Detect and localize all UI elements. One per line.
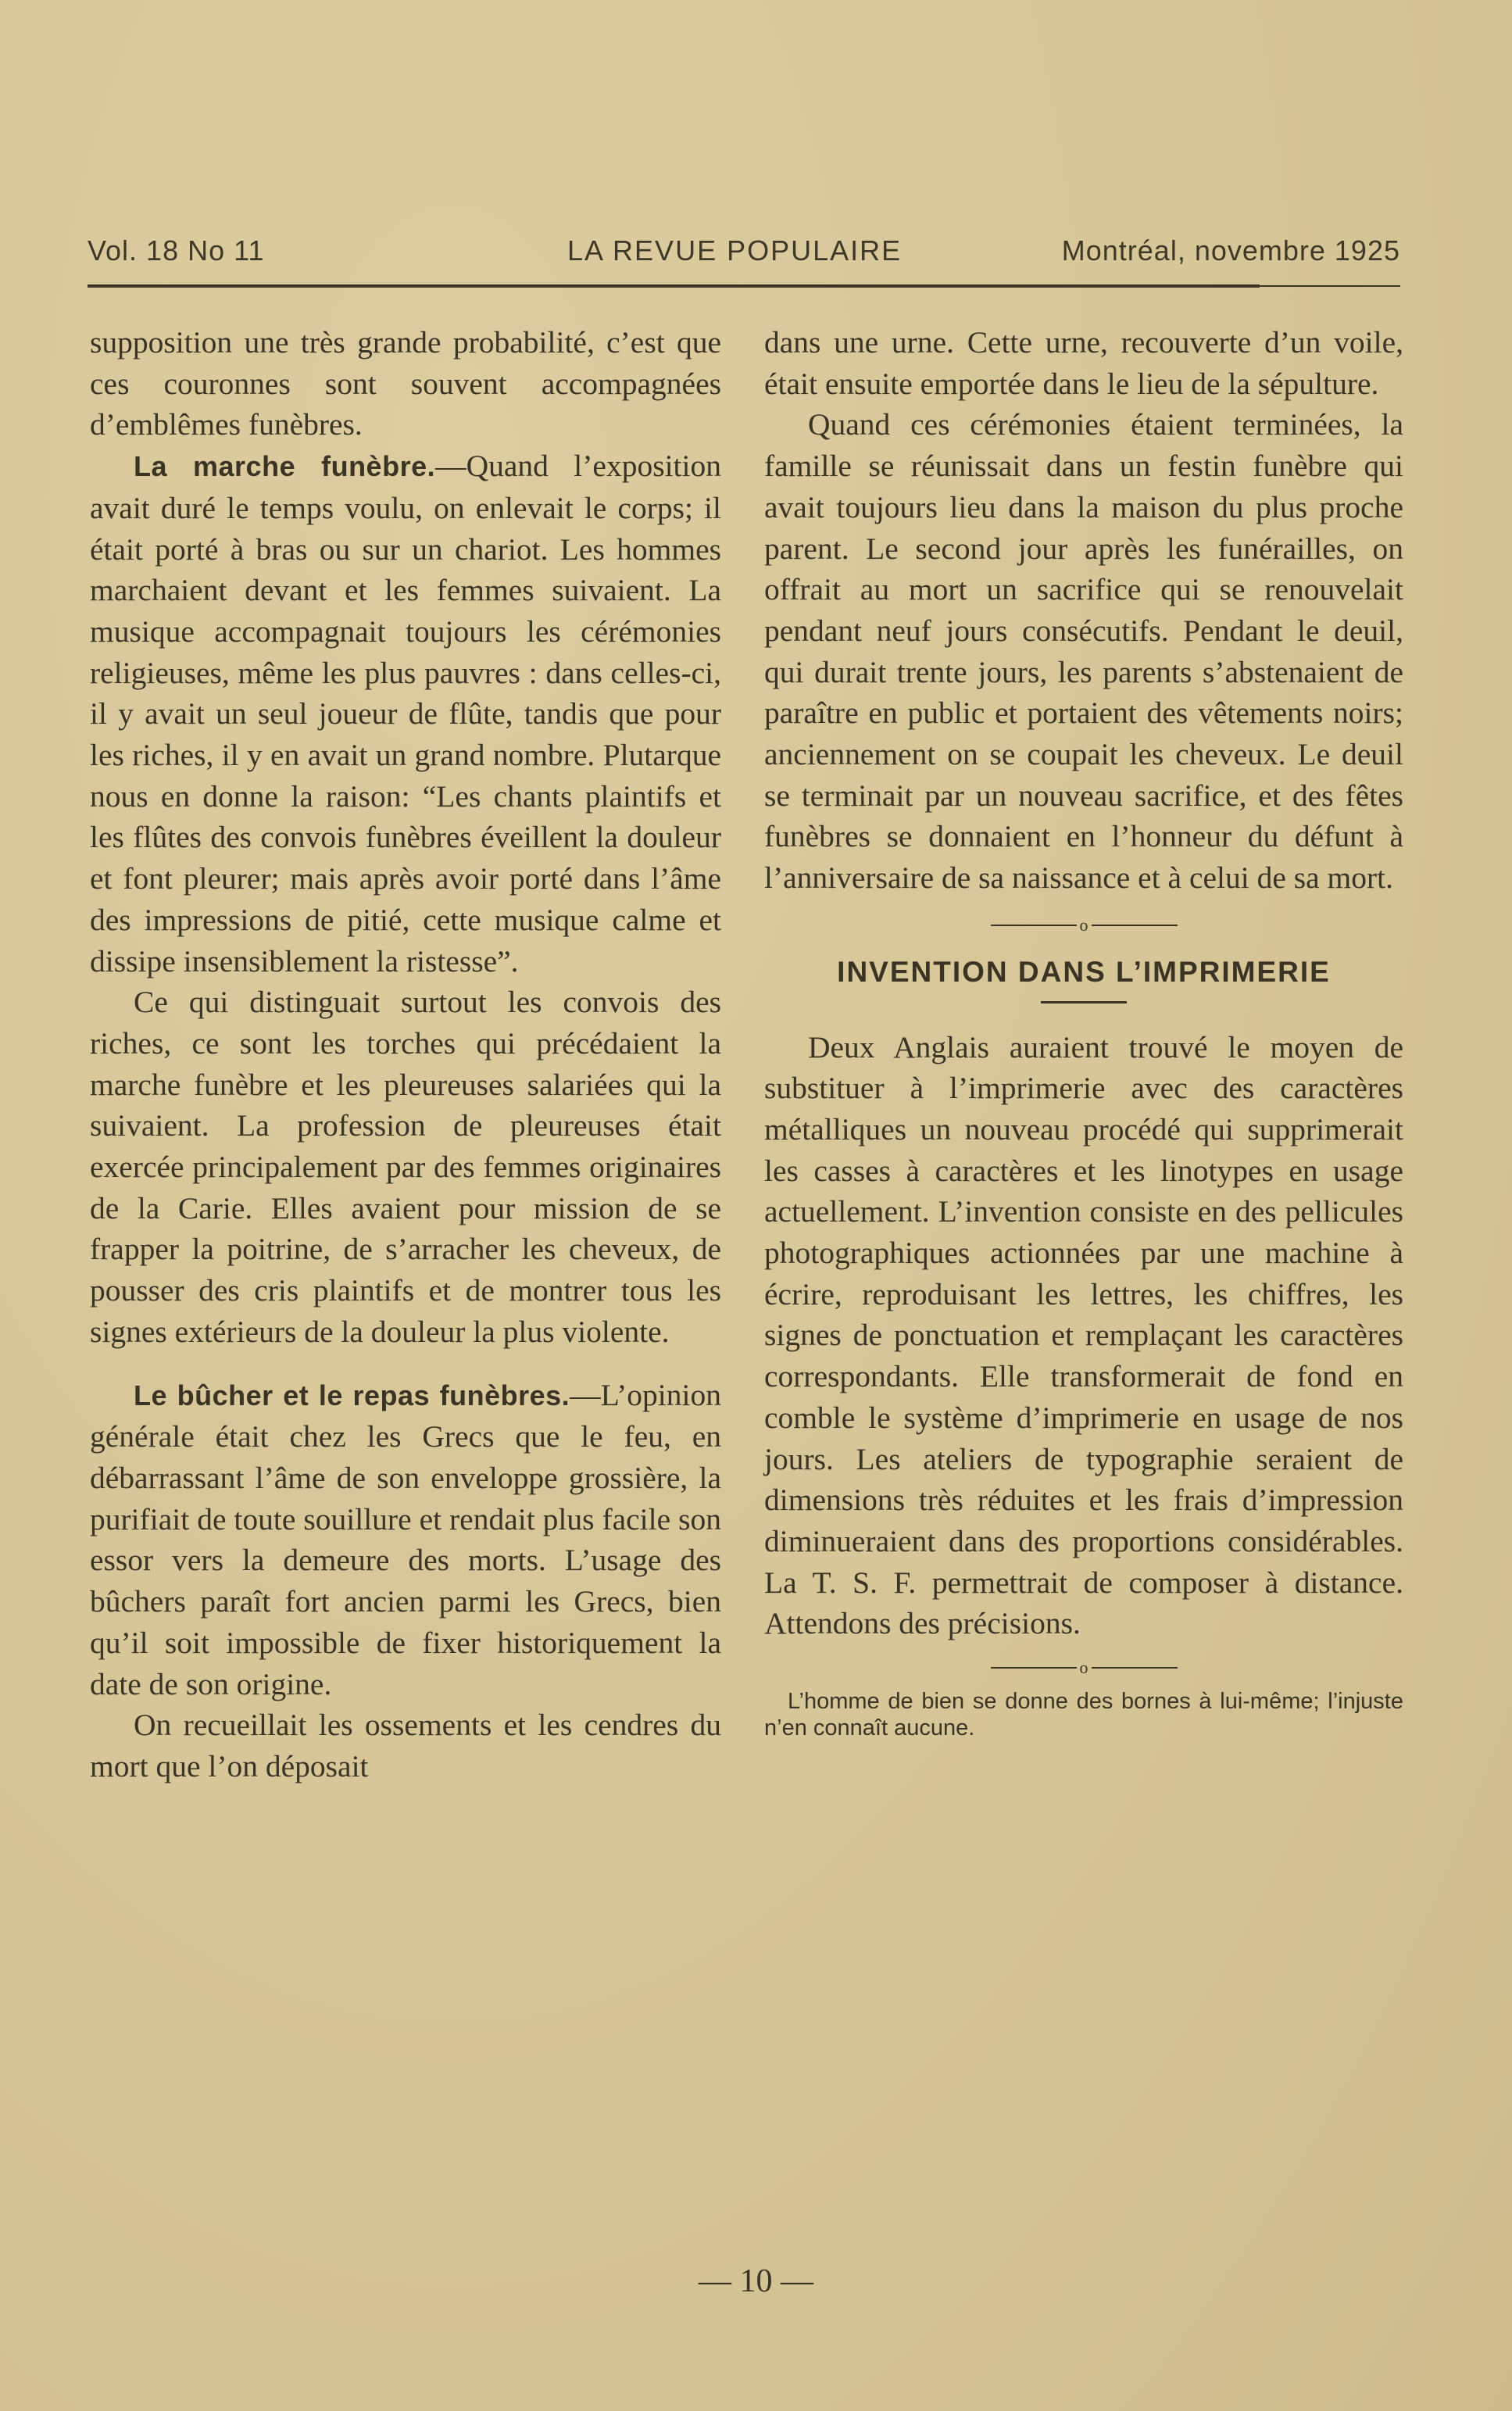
page-number: — 10 —: [699, 2263, 813, 2299]
title-rule: [1041, 1001, 1127, 1003]
publication-title: LA REVUE POPULAIRE: [567, 234, 903, 266]
section-separator: [764, 905, 1403, 946]
header-rule: [88, 284, 1260, 288]
paragraph: supposition une très grande probabilité, c’est que ces couronnes sont souvent accompagnées d’emblêmes funèbres.: [90, 325, 721, 442]
volume-number: Vol. 18 No 11: [88, 234, 265, 266]
separator-line: [1092, 1667, 1178, 1669]
subheading: Le bûcher et le repas funèbres.: [134, 1379, 570, 1411]
paragraph: [90, 445, 721, 982]
separator-mark: o: [1079, 1658, 1088, 1678]
left-column: [90, 322, 721, 1787]
running-header: [88, 234, 1400, 272]
section-separator: [764, 1652, 1403, 1683]
separator-line: [991, 925, 1077, 926]
paragraph: [90, 1375, 721, 1705]
paragraph-text: —Quand l’exposition avait duré le temps voulu, on enlevait le corps; il était porté à bras ou sur un chariot. Les hommes marchaient devant et les femmes suivaient. La musique accompagnait toujours les cérémonies religieuses, même les plus pauvres : dans celles-ci, il y avait un seul joueur de flûte, tandis que pour les riches, il y en avait un grand nombre. Plutarque nous en donne la raison: “Les chants plaintifs et les flûtes des convois funèbres éveillent la douleur et font pleurer; mais après avoir porté dans l’âme des impressions de pitié, cette musique calme et dissipe insensiblement la ristesse”.: [90, 449, 721, 978]
separator-mark: o: [1079, 914, 1088, 935]
paragraph: On recueillait les ossements et les cendres du mort que l’on déposait: [90, 1708, 721, 1783]
paragraph: dans une urne. Cette urne, recouverte d’un voile, était ensuite emportée dans le lieu de la sépulture.: [764, 325, 1403, 401]
separator-line: [991, 1667, 1077, 1669]
quote-text: L’homme de bien se donne des bornes à lui-même; l’injuste n’en connaît aucune.: [764, 1689, 1403, 1741]
section-title: INVENTION DANS L’IMPRIMERIE: [837, 955, 1331, 988]
subheading: La marche funèbre.: [134, 450, 436, 483]
header-rule-thin: [1260, 285, 1400, 287]
paragraph: Deux Anglais auraient trouvé le moyen de substituer à l’imprimerie avec des caractères métalliques un nouveau procédé qui supprimerait les casses à caractères et les linotypes en usage actuellement. L’invention consiste en des pellicules photographiques actionnées par une machine à écrire, reproduisant les lettres, les chiffres, les signes de ponctuation et remplaçant les caractères correspondants. Elle transformerait de fond en comble le système d’imprimerie en usage de nos jours. Les ateliers de typographie seraient de dimensions très réduites et les frais d’impression diminueraient dans des proportions considérables. La T. S. F. permettrait de composer à distance. Attendons des précisions.: [764, 1029, 1403, 1641]
right-column: [764, 322, 1403, 1741]
paragraph: Ce qui distinguait surtout les convois des riches, ce sont les torches qui précédaient la marche funèbre et les pleureuses salariées qui la suivaient. La profession de pleureuses était exercée principalement par des femmes originaires de la Carie. Elles avaient pour mission de se frapper la poitrine, de s’arracher les cheveux, de pousser des cris plaintifs et de montrer tous les signes extérieurs de la douleur la plus violente.: [90, 985, 721, 1349]
place-date: Montréal, novembre 1925: [1061, 234, 1400, 266]
separator-line: [1092, 925, 1178, 926]
footnote-quote: [764, 1688, 1403, 1741]
paragraph: Quand ces cérémonies étaient terminées, la famille se réunissait dans un festin funèbre qui avait toujours lieu dans la maison du plus proche parent. Le second jour après les funérailles, on offrait au mort un sacrifice qui se renouvelait pendant neuf jours consécutifs. Pendant le deuil, qui durait trente jours, les parents s’abstenaient de paraître en public et portaient des vêtements noirs; anciennement on se coupait les cheveux. Le deuil se terminait par un nouveau sacrifice, et des fêtes funèbres se donnaient en l’honneur du défunt à l’anniversaire de sa naissance et à celui de sa mort.: [764, 407, 1403, 896]
paragraph-text: —L’opinion générale était chez les Grecs que le feu, en débarrassant l’âme de son enveloppe grossière, la purifiait de toute souillure et rendait plus facile son essor vers la demeure des morts. L’usage des bûchers paraît fort ancien parmi les Grecs, bien qu’il soit impossible de fixer historiquement la date de son origine.: [90, 1377, 721, 1701]
